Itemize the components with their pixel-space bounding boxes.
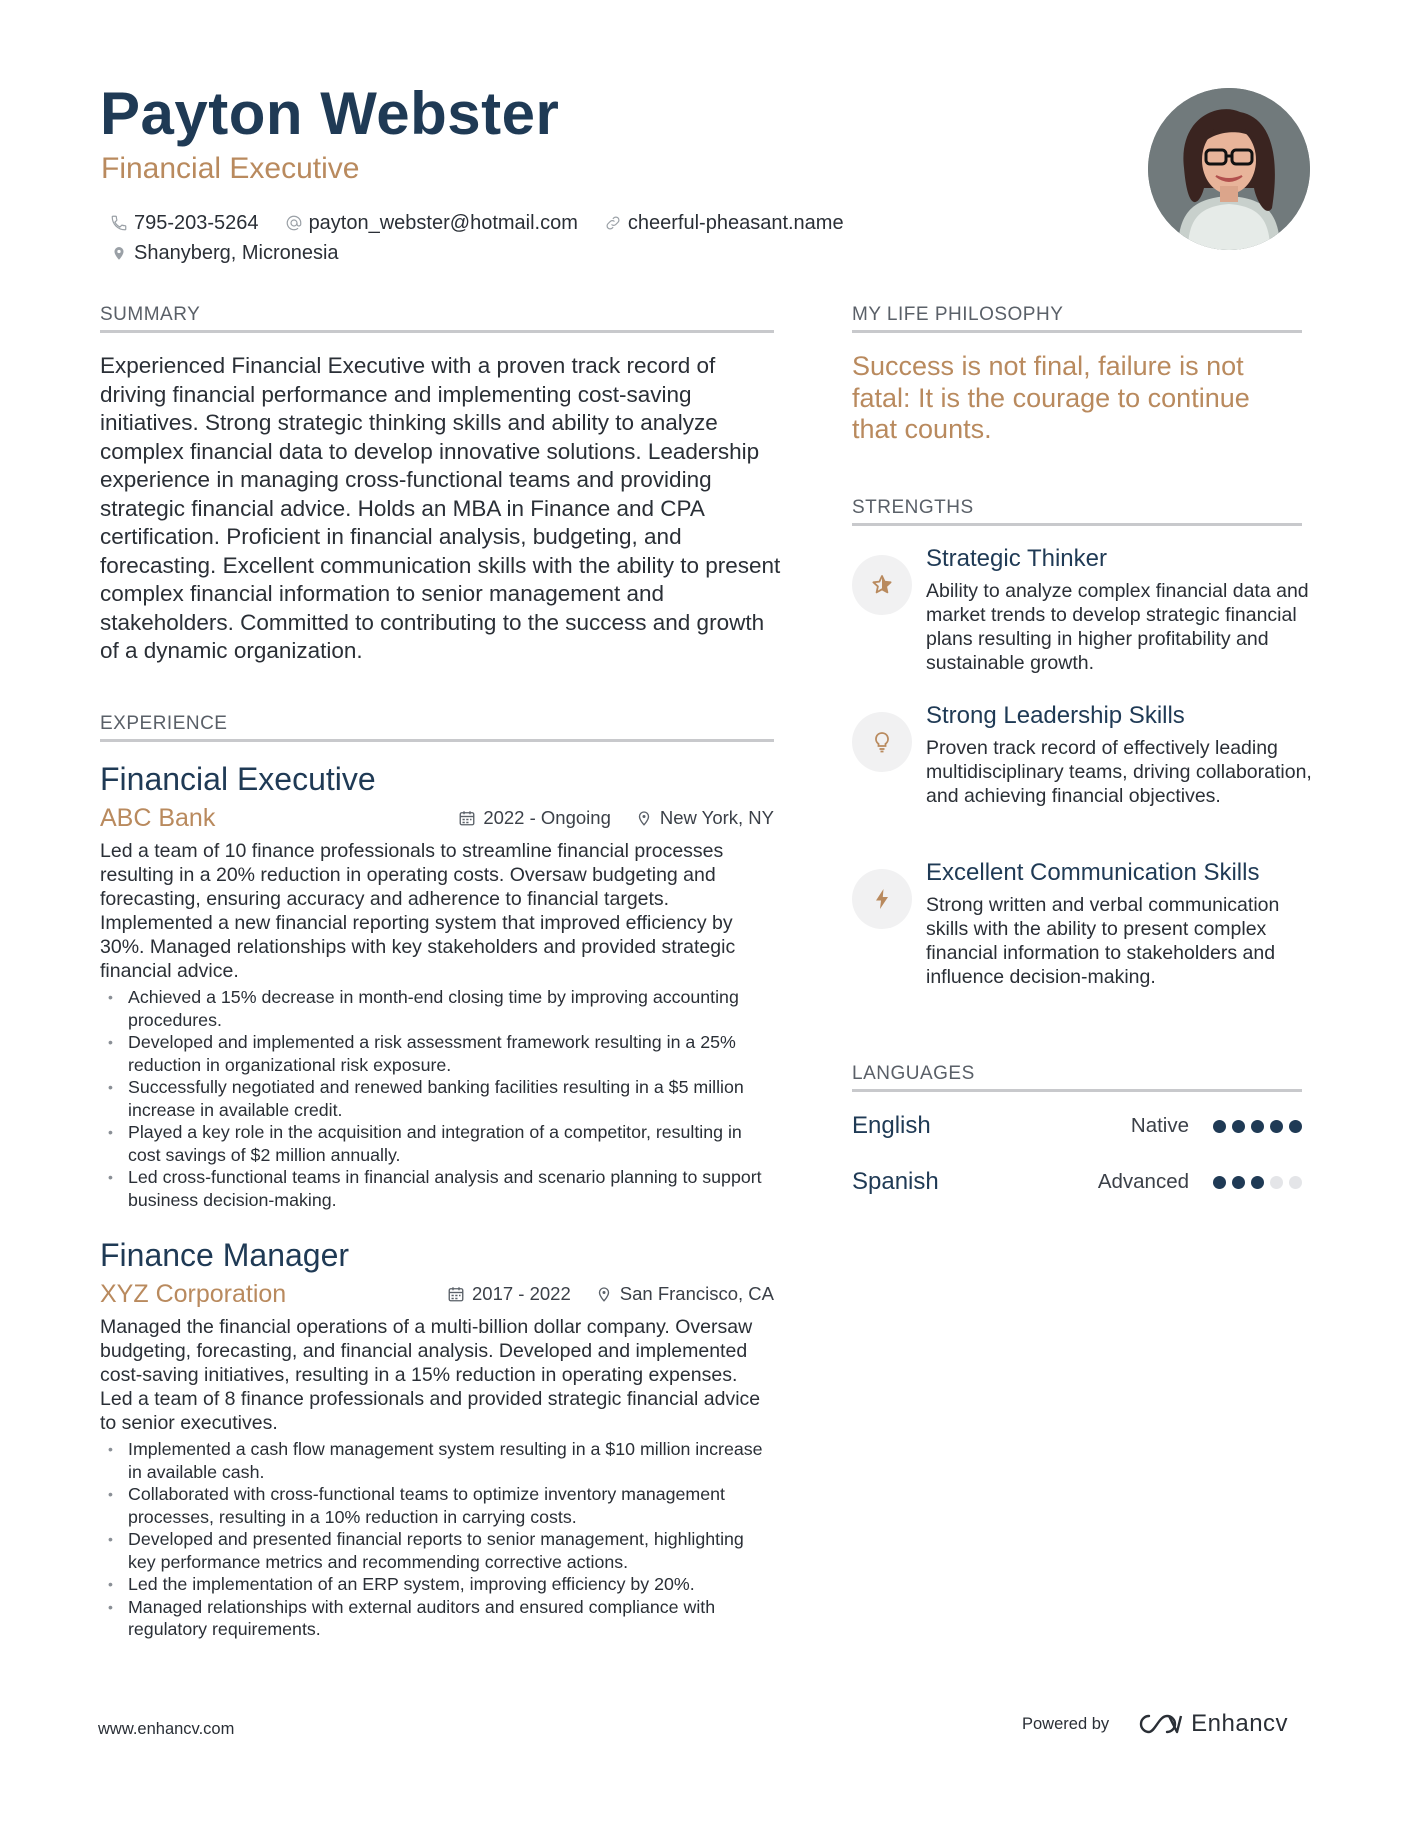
language-level: Native (1130, 1114, 1189, 1137)
language-level: Advanced (1097, 1170, 1189, 1193)
job-dates (458, 807, 611, 829)
rating-dot (1289, 1120, 1302, 1133)
achievement-item: • Played a key role in the acquisition and integration of a competitor, resulting in cost savings of $2 million annually. (100, 1121, 774, 1166)
language-name: English (852, 1112, 931, 1139)
link-icon (604, 214, 622, 232)
achievement-item: • Implemented a cash flow management system resulting in a $10 million increase in available cash. (100, 1438, 774, 1483)
experience-divider (100, 739, 774, 742)
achievement-item: • Developed and implemented a risk assessment framework resulting in a 25% reduction in organizational risk exposure. (100, 1031, 774, 1076)
job-achievements (100, 986, 774, 1211)
calendar-icon (447, 1285, 465, 1303)
location-pin-icon (635, 809, 653, 827)
achievement-item: • Achieved a 15% decrease in month-end closing time by improving accounting procedures. (100, 986, 774, 1031)
experience-heading: EXPERIENCE (100, 713, 228, 734)
job-description: Managed the financial operations of a multi-billion dollar company. Oversaw budgeting, forecasting, and financial analysis. Developed and implemented cost-saving initiatives, resulting in a 15% reduction in operating expenses. Led a team of 8 finance professionals and provided strategic financial advice to senior executives. (100, 1316, 761, 1434)
company-name: XYZ Corporation (100, 1279, 287, 1308)
strength-description: Ability to analyze complex financial data and market trends to develop strategic financial plans resulting in higher profitability and sustainable growth. (926, 580, 1309, 674)
philosophy-quote: Success is not final, failure is not fatal: It is the courage to continue that counts. (852, 351, 1250, 444)
location-pin-icon (110, 244, 128, 262)
job-achievements (100, 1438, 774, 1641)
strength-description: Proven track record of effectively leading multidisciplinary teams, driving collaboration, and achieving financial objectives. (926, 737, 1312, 807)
contact-website[interactable] (604, 212, 844, 235)
lightbulb-icon (852, 712, 912, 772)
rating-dot (1232, 1176, 1245, 1189)
email-text: payton_webster@hotmail.com (308, 211, 578, 234)
contact-info (110, 208, 910, 268)
achievement-item: • Successfully negotiated and renewed banking facilities resulting in a $5 million increase in available credit. (100, 1076, 774, 1121)
rating-dot (1289, 1176, 1302, 1189)
job-location (635, 807, 774, 829)
enhancv-logo-icon (1135, 1710, 1183, 1738)
rating-dot (1251, 1120, 1264, 1133)
footer-branding (1022, 1710, 1288, 1738)
language-item (852, 1167, 1302, 1197)
contact-location (110, 242, 339, 265)
language-item (852, 1111, 1302, 1141)
powered-by-label: Powered by (1022, 1714, 1110, 1733)
job-dates-text: 2017 - 2022 (472, 1283, 571, 1304)
location-pin-icon (595, 1285, 613, 1303)
rating-dot (1251, 1176, 1264, 1189)
star-icon (852, 555, 912, 615)
candidate-name: Payton Webster (100, 80, 560, 147)
achievement-item: • Managed relationships with external auditors and ensured compliance with regulatory requirements. (100, 1596, 774, 1641)
website-text: cheerful-pheasant.name (627, 211, 844, 234)
avatar (1148, 88, 1310, 250)
lightning-icon (852, 869, 912, 929)
strength-item (852, 859, 1312, 1009)
contact-email[interactable] (285, 212, 578, 235)
phone-text: 795-203-5264 (134, 211, 259, 234)
job-location-text: New York, NY (659, 807, 774, 828)
strength-title: Strong Leadership Skills (926, 702, 1185, 729)
job-description: Led a team of 10 finance professionals to streamline financial processes resulting in a 20% reduction in operating costs. Oversaw budgeting and forecasting, ensuring accuracy and adherence to financial targets. Implemented a new financial reporting system that improved efficiency by 30%. Managed relationships with key stakeholders and provided strategic financial advice. (100, 840, 736, 982)
language-name: Spanish (852, 1168, 939, 1195)
achievement-item: • Led the implementation of an ERP system, improving efficiency by 20%. (100, 1573, 774, 1596)
strength-title: Strategic Thinker (926, 545, 1107, 572)
rating-dot (1232, 1120, 1245, 1133)
strength-title: Excellent Communication Skills (926, 859, 1260, 886)
summary-divider (100, 330, 774, 333)
contact-phone[interactable] (110, 212, 259, 235)
rating-dot (1270, 1176, 1283, 1189)
footer-website[interactable]: www.enhancv.com (98, 1720, 235, 1738)
summary-text: Experienced Financial Executive with a proven track record of driving financial performance and implementing cost-saving initiatives. Strong strategic thinking skills and ability to analyze complex financial data to develop innovative solutions. Leadership experience in managing cross-functional teams and providing strategic financial advice. Holds an MBA in Finance and CPA certification. Proficient in financial analysis, budgeting, and forecasting. Excellent communication skills with the ability to present complex financial information to senior management and stakeholders. Committed to contributing to the success and growth of a dynamic organization. (100, 353, 781, 663)
rating-dot (1213, 1120, 1226, 1133)
at-icon (285, 214, 303, 232)
language-rating (1207, 1176, 1302, 1189)
strength-item (852, 702, 1312, 832)
strength-item (852, 545, 1312, 675)
job-entry (100, 1236, 774, 1641)
achievement-item: • Led cross-functional teams in financial analysis and scenario planning to support business decision-making. (100, 1166, 774, 1211)
job-dates (447, 1283, 571, 1305)
job-title: Finance Manager (100, 1237, 350, 1273)
strength-description: Strong written and verbal communication skills with the ability to present complex financial information to stakeholders and influence decision-making. (926, 894, 1280, 988)
achievement-item: • Developed and presented financial reports to senior management, highlighting key performance metrics and recommending corrective actions. (100, 1528, 774, 1573)
brand-name: Enhancv (1191, 1710, 1289, 1737)
rating-dot (1213, 1176, 1226, 1189)
phone-icon (110, 214, 128, 232)
calendar-icon (458, 809, 476, 827)
strengths-divider (852, 523, 1302, 526)
language-rating (1207, 1120, 1302, 1133)
summary-heading: SUMMARY (100, 304, 201, 325)
languages-divider (852, 1089, 1302, 1092)
brand-logo[interactable] (1135, 1710, 1288, 1738)
job-entry (100, 760, 774, 1211)
job-title: Financial Executive (100, 761, 376, 797)
philosophy-heading: MY LIFE PHILOSOPHY (852, 304, 1064, 325)
job-location (595, 1283, 774, 1305)
candidate-title: Financial Executive (101, 152, 360, 185)
company-name: ABC Bank (100, 803, 216, 832)
achievement-item: • Collaborated with cross-functional teams to optimize inventory management processes, resulting in a 10% reduction in carrying costs. (100, 1483, 774, 1528)
job-location-text: San Francisco, CA (619, 1283, 774, 1304)
location-text: Shanyberg, Micronesia (134, 241, 339, 264)
strengths-heading: STRENGTHS (852, 497, 974, 518)
languages-heading: LANGUAGES (852, 1063, 975, 1084)
philosophy-divider (852, 330, 1302, 333)
rating-dot (1270, 1120, 1283, 1133)
job-dates-text: 2022 - Ongoing (483, 807, 611, 828)
